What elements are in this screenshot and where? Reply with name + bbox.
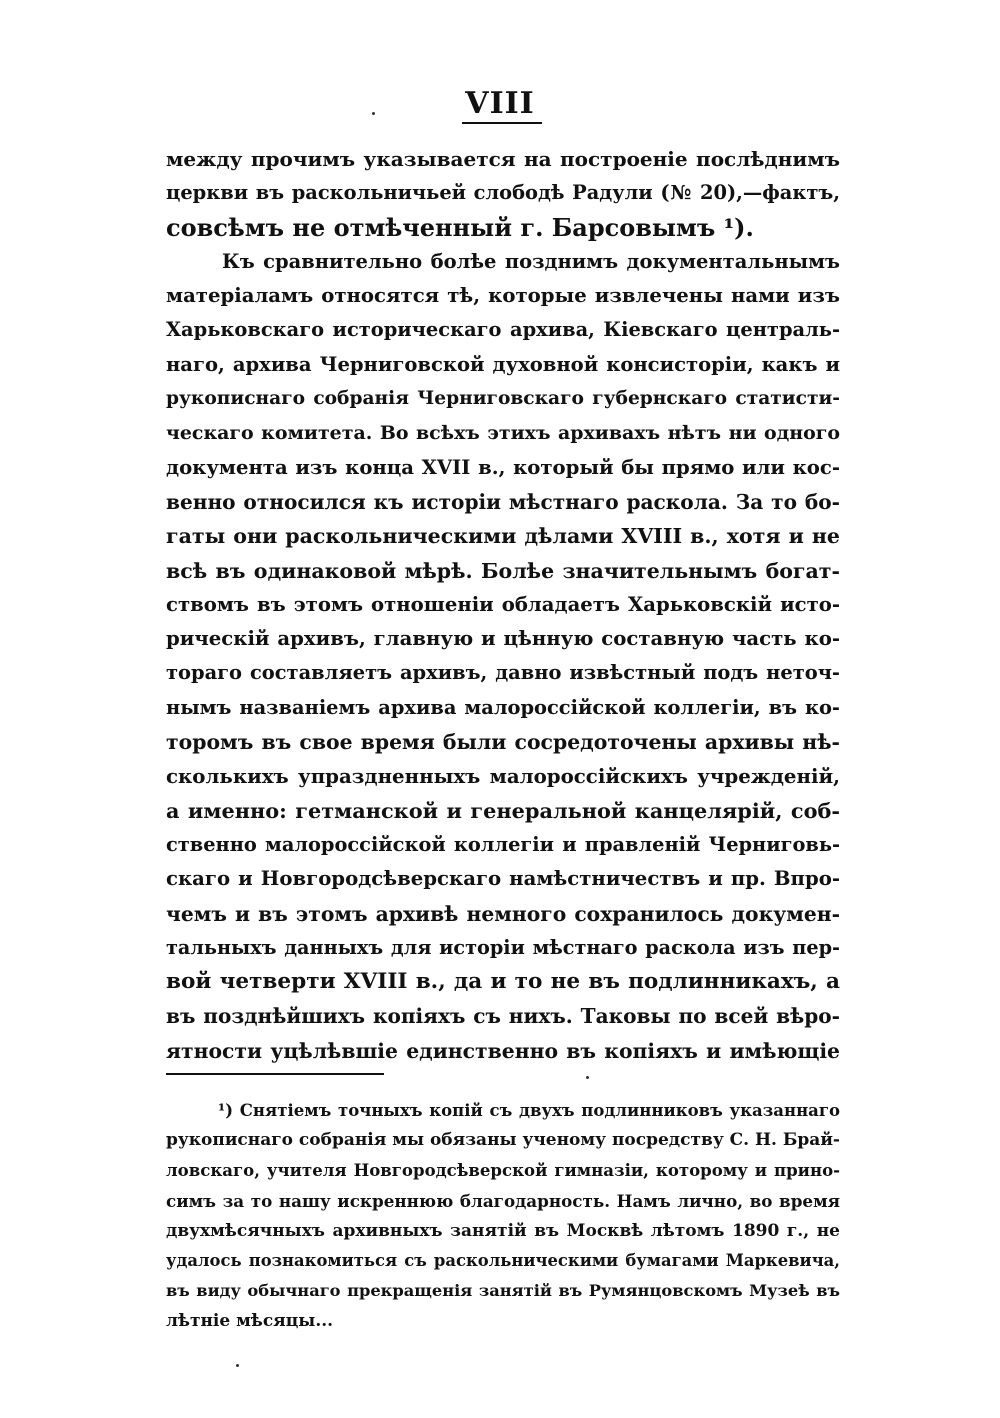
footnote-line: удалось познакомиться съ раскольническими бумагами Маркевича, — [166, 1250, 840, 1270]
body-line: церкви въ раскольничьей слободѣ Радули (№ 20),—фактъ, — [166, 181, 840, 205]
body-line: вой четверти XVIII в., да и то не въ подлинникахъ, а — [166, 969, 840, 995]
body-line: рическій архивъ, главную и цѣнную составную часть ко- — [166, 627, 840, 651]
body-line: матеріаламъ относятся тѣ, которые извлечены нами изъ — [166, 284, 840, 308]
body-line: гаты они раскольническими дѣлами XVIII в., хотя и не — [166, 524, 840, 549]
body-line: документа изъ конца XVII в., который бы прямо или кос- — [166, 455, 840, 479]
body-line: ческаго комитета. Во всѣхъ этихъ архивахъ нѣтъ ни одного — [166, 422, 840, 445]
body-line: Къ сравнительно болѣе позднимъ документальнымъ — [222, 249, 840, 273]
print-speck — [236, 1364, 239, 1367]
body-line: тальныхъ данныхъ для исторіи мѣстнаго раскола изъ пер- — [166, 935, 840, 959]
page-number-underline — [462, 122, 542, 124]
footnote-line: ловскаго, учителя Новгородсѣверской гимназіи, которому и прино- — [166, 1160, 840, 1181]
body-line: ствомъ въ этомъ отношеніи обладаетъ Харьковскій исто- — [166, 592, 840, 616]
footnote-line: рукописнаго собранія мы обязаны ученому посредству С. Н. Брай- — [166, 1130, 840, 1151]
body-line: ственно малороссійской коллегіи и правленій Черниговь- — [166, 832, 840, 856]
body-line: наго, архива Черниговской духовной консисторіи, какъ и — [166, 352, 840, 376]
footnote-separator — [166, 1073, 384, 1075]
body-line: ятности уцѣлѣвшіе единственно въ копіяхъ и имѣющіе — [166, 1038, 840, 1063]
body-line: совсѣмъ не отмѣченный г. Барсовымъ ¹). — [166, 212, 754, 242]
print-speck — [372, 112, 375, 115]
footnote-line: лѣтніе мѣсяцы... — [166, 1311, 334, 1332]
body-line: Харьковскаго историческаго архива, Кіевскаго централь- — [166, 318, 840, 342]
body-line: нымъ названіемъ архива малороссійской коллегіи, въ ко- — [166, 695, 840, 719]
body-line: въ позднѣйшихъ копіяхъ съ нихъ. Таковы по всей вѣро- — [166, 1004, 840, 1029]
body-line: торомъ въ свое время были сосредоточены архивы нѣ- — [166, 730, 840, 755]
footnote-line: ¹) Снятіемъ точныхъ копій съ двухъ подлинниковъ указаннаго — [218, 1100, 840, 1120]
page-number: VIII — [465, 86, 535, 121]
footnote-line: симъ за то нашу искреннюю благодарность. Намъ лично, во время — [166, 1190, 840, 1211]
body-line: всѣ въ одинаковой мѣрѣ. Болѣе значительнымъ богат- — [166, 558, 840, 583]
footnote — [166, 1095, 840, 1337]
body-line: венно относился къ исторіи мѣстнаго раскола. За то бо- — [166, 489, 840, 514]
body-line: а именно: гетманской и генеральной канцелярій, соб- — [166, 797, 840, 823]
footnote-line: двухмѣсячныхъ архивныхъ занятій въ Москвѣ лѣтомъ 1890 г., не — [166, 1220, 840, 1241]
body-line: чемъ и въ этомъ архивѣ немного сохранилось докумен- — [166, 901, 840, 926]
body-line: сколькихъ упраздненныхъ малороссійскихъ учрежденій, — [166, 764, 840, 789]
body-line: скаго и Новгородсѣверскаго намѣстничествъ и пр. Впро- — [166, 867, 840, 891]
body-line: между прочимъ указывается на построеніе послѣднимъ — [166, 147, 840, 171]
body-line: тораго составляетъ архивъ, давно извѣстный подъ неточ- — [166, 661, 840, 685]
print-speck — [586, 1076, 589, 1079]
body-text — [166, 142, 840, 1068]
body-line: рукописнаго собранія Черниговскаго губернскаго статисти- — [166, 388, 840, 410]
footnote-line: въ виду обычнаго прекращенія занятій въ Румянцовскомъ Музеѣ въ — [166, 1281, 840, 1301]
